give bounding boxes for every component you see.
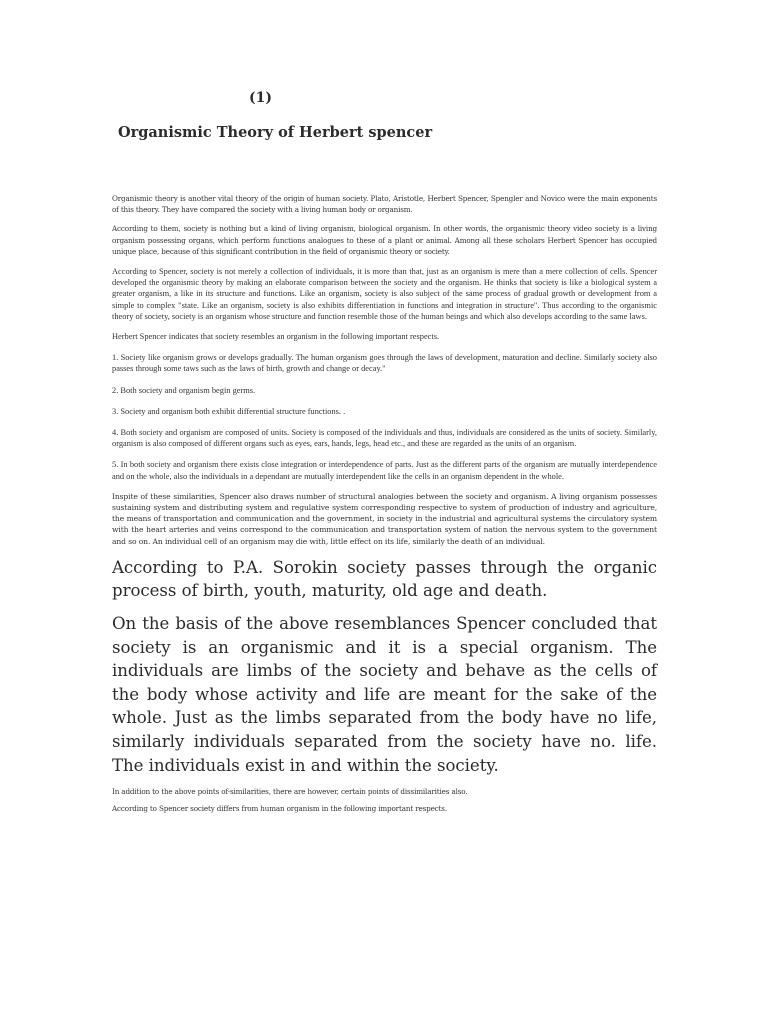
list-item-3: 3. Society and organism both exhibit differential structure functions. . — [112, 406, 346, 416]
list-item-4: 4. Both society and organism are composed of units. Society is composed of the individuals and thus, individuals are considered as the units of society. Similarly, organism is also composed of different organs such as eyes, ears, hands, legs, head etc., and these are regarded as the units of an organism. — [112, 428, 657, 449]
paragraph-sorokin: According to P.A. Sorokin society passes through the organic process of birth, youth, maturity, old age and death. — [112, 557, 657, 601]
list-item-2: 2. Both society and organism begin germs. — [112, 385, 256, 395]
document-body — [112, 193, 657, 815]
paragraph-differences: According to Spencer society differs from human organism in the following important respects. — [112, 804, 447, 814]
list-item-1: 1. Society like organism grows or develops gradually. The human organism goes through the laws of development, maturation and decline. Similarly society also passes through some taws such as the laws of birth, growth and change or decay." — [112, 353, 657, 374]
paragraph-dissimilarities: In addition to the above points of-similarities, there are however, certain points of dissimilarities also. — [112, 787, 468, 797]
paragraph-conclusion: On the basis of the above resemblances Spencer concluded that society is an organismic and it is a special organism. The individuals are limbs of the society and behave as the cells of the body whose activity and life are meant for the sake of the whole. Just as the limbs separated from the body have no life, similarly individuals separated from the society have no. life. The individuals exist in and within the society. — [112, 614, 657, 775]
list-item-5: 5. In both society and organism there exists close integration or interdependence of parts. Just as the different parts of the organism are mutually interdependence and on the whole, also the individuals in a dependant are mutually interdependent like the cells in an organism dependent in the whole. — [112, 460, 657, 481]
paragraph-spencer-view: According to Spencer, society is not merely a collection of individuals, it is more than that, just as an organism is mere than a mere collection of cells. Spencer developed the organismic theory by making an elaborate comparison between the society and the organism. He thinks that society is like a biological system a greater organism, a like in its structure and functions. Like an organism, society is also subject of the same process of gradual growth or development from a simple to complex "state. Like an organism, society is also exhibits differentiation in functions and integration in structure". Thus according to the organismic theory of society, society is an organism whose structure and function resemble those of the human beings and which also develops according to the same laws. — [112, 267, 657, 321]
page-number: (1) — [249, 90, 272, 106]
paragraph-intro: Organismic theory is another vital theory of the origin of human society. Plato, Aristotle, Herbert Spencer, Spengler and Novico were the main exponents of this theory. They have compared the society with a living human body or organism. — [112, 194, 657, 215]
paragraph-definition: According to them, society is nothing but a kind of living organism, biological organism. In other words, the organismic theory video society is a living organism possessing organs, which perform functions analogues to these of a plant or animal. Among all these scholars Herbert Spencer has occupied unique place, because of this significant contribution in the field of organismic theory or society. — [112, 224, 657, 256]
paragraph-resemblance-intro: Herbert Spencer indicates that society resembles an organism in the following important respects. — [112, 332, 440, 342]
page-title: Organismic Theory of Herbert spencer — [118, 124, 433, 141]
paragraph-structural-analogies: Inspite of these similarities, Spencer also draws number of structural analogies between the society and organism. A living organism possesses sustaining system and distributing system and regulative system corresponding respective to system of production of industry and agriculture, the means of transportation and communication and the government, in society in the industrial and agricultural systems the circulatory system with the heart arteries and veins correspond to the communication and transportation system of nation the nervous system to the government and so on. An individual cell of an organism may die with, little effect on its life, similarly the death of an individual. — [112, 491, 657, 546]
